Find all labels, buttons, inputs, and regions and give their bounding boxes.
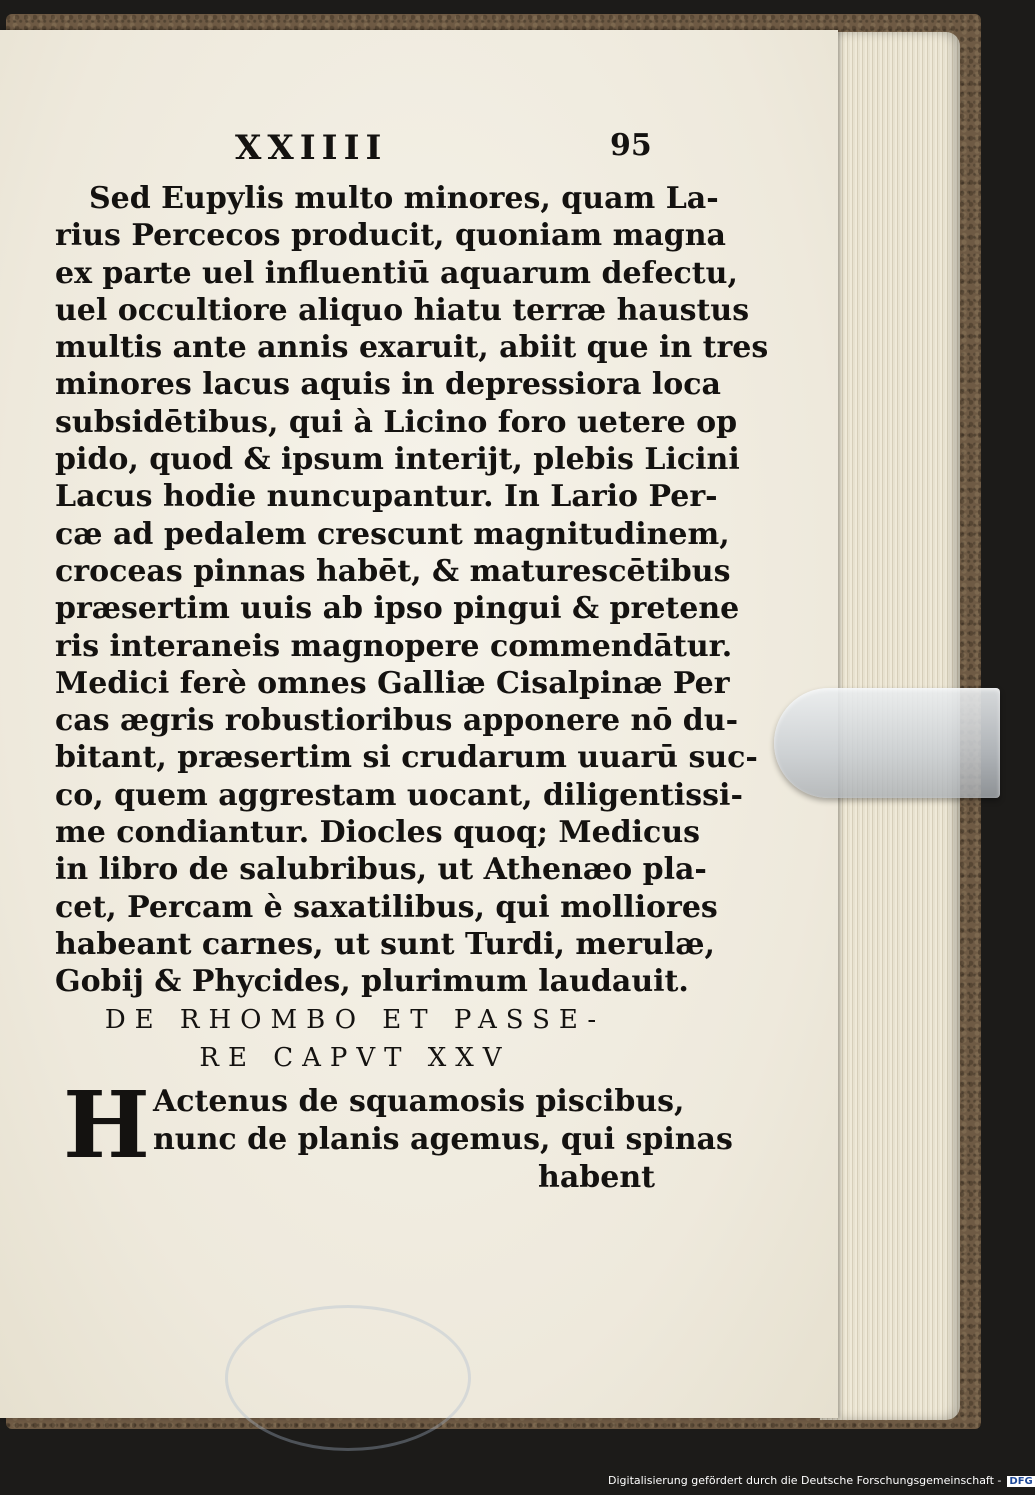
text-line: Medici ferè omnes Galliæ Cisalpinæ Per — [55, 665, 730, 701]
text-line: cæ ad pedalem crescunt magnitudinem, — [55, 516, 730, 552]
text-line: co, quem aggrestam uocant, diligentissi- — [55, 777, 743, 813]
running-header — [55, 128, 655, 168]
section-numeral: XXIIII — [235, 128, 388, 168]
text-line: bitant, præsertim si crudarum uuarū suc- — [55, 740, 758, 776]
text-line: cet, Percam è saxatilibus, qui molliores — [55, 889, 718, 925]
text-line: rius Percecos producit, quoniam magna — [55, 218, 726, 254]
text-line: subsidētibus, qui à Licino foro uetere op — [55, 404, 738, 440]
text-line: me condiantur. Diocles quoq; Medicus — [55, 815, 701, 851]
text-line: Actenus de squamosis piscibus, — [153, 1083, 685, 1119]
chapter-heading-line-2: RE CAPVT XXV — [199, 1042, 511, 1073]
catchword: habent — [538, 1159, 655, 1195]
text-line: minores lacus aquis in depressiora loca — [55, 367, 721, 403]
text-line: Sed Eupylis multo minores, quam La- — [89, 181, 719, 216]
text-line: uel occultiore aliquo hiatu terræ haustus — [55, 292, 750, 328]
body-text — [55, 180, 769, 1001]
drop-cap: H — [63, 1070, 150, 1179]
text-line: ex parte uel influentiū aquarum defectu, — [55, 255, 738, 291]
text-line: nunc de planis agemus, qui spinas — [153, 1121, 733, 1157]
text-line: cas ægris robustioribus apponere nō du- — [55, 703, 739, 739]
dfg-logo: DFG — [1009, 1476, 1033, 1487]
text-line: Lacus hodie nuncupantur. In Lario Per- — [55, 479, 718, 515]
text-line: Gobij & Phycides, plurimum laudauit. — [55, 964, 689, 1000]
library-stamp — [225, 1305, 471, 1451]
text-line: croceas pinnas habēt, & maturescētibus — [55, 553, 731, 589]
page-number: 95 — [610, 128, 652, 163]
footer-credit — [608, 1474, 1035, 1487]
text-line: in libro de salubribus, ut Athenæo pla- — [55, 852, 707, 888]
text-line: habeant carnes, ut sunt Turdi, merulæ, — [55, 926, 715, 962]
page-text — [55, 128, 769, 1203]
footer-text: Digitalisierung gefördert durch die Deutsche Forschungsgemeinschaft - — [608, 1474, 1002, 1487]
text-line: pido, quod & ipsum interijt, plebis Licini — [55, 442, 740, 478]
text-line: præsertim uuis ab ipso pingui & pretene — [55, 591, 740, 627]
page-clip — [774, 688, 1000, 798]
chapter-heading-line-1: DE RHOMBO ET PASSE- — [104, 1004, 606, 1035]
text-line: multis ante annis exaruit, abiit que in tres — [55, 330, 769, 366]
chapter-opening — [55, 1070, 733, 1203]
text-line: ris interaneis magnopere commendātur. — [55, 628, 733, 664]
